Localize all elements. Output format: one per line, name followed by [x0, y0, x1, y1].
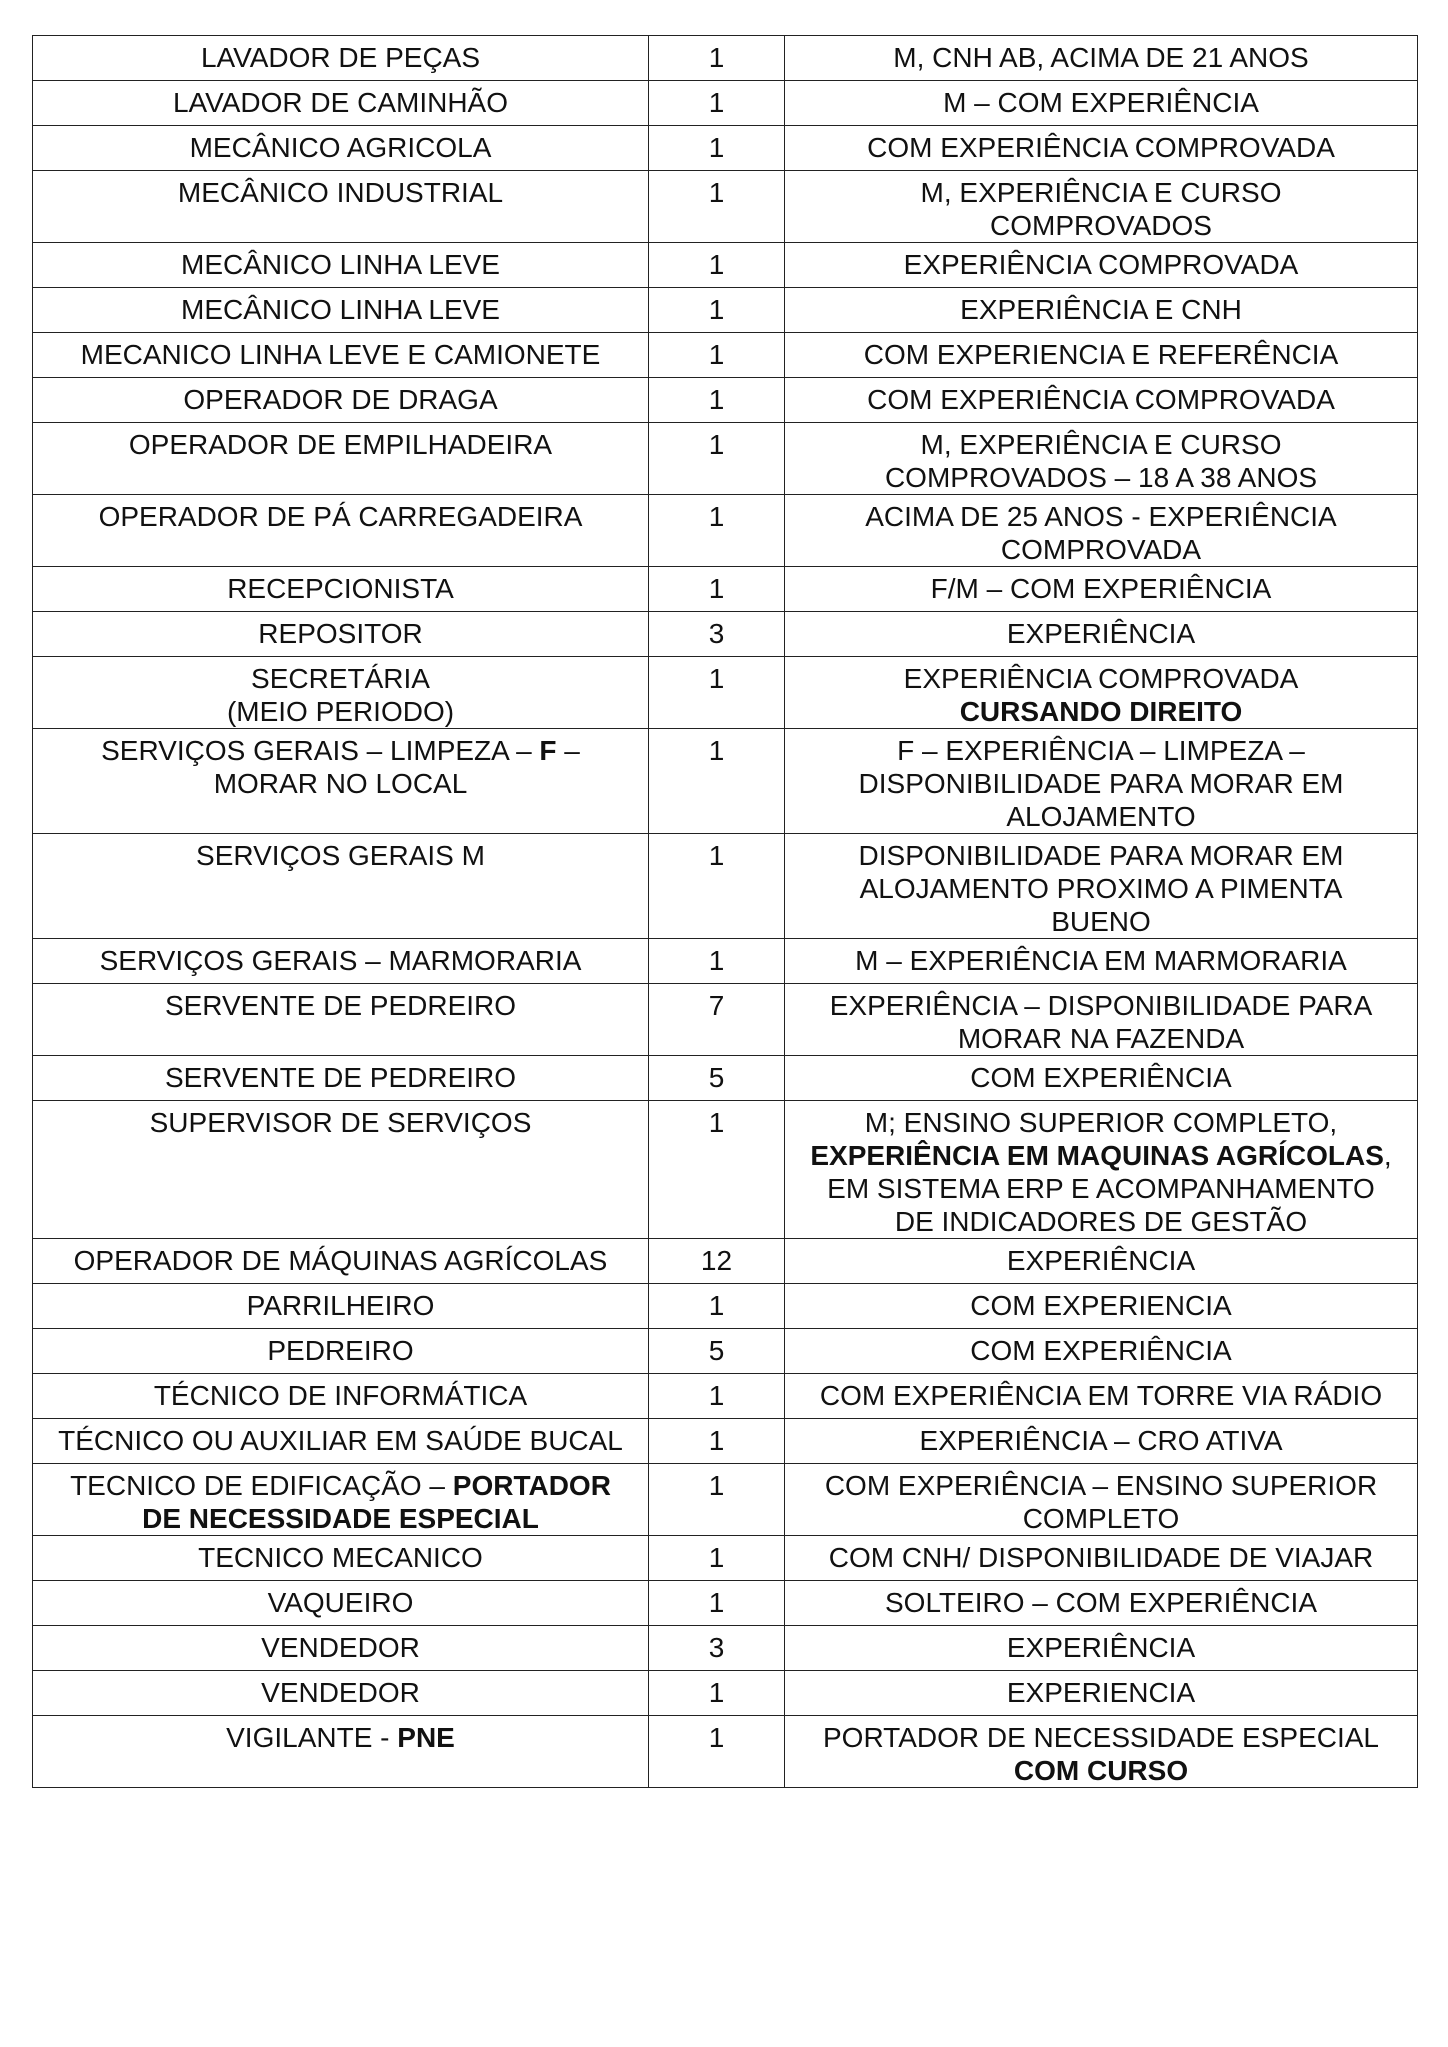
requirements-cell: PORTADOR DE NECESSIDADE ESPECIAL COM CURSO: [785, 1716, 1418, 1788]
job-title-cell: VAQUEIRO: [33, 1581, 649, 1626]
job-title-cell: MECÂNICO AGRICOLA: [33, 126, 649, 171]
table-row: [33, 36, 1418, 81]
table-row: [33, 288, 1418, 333]
table-row: [33, 1374, 1418, 1419]
table-row: [33, 729, 1418, 834]
job-title-cell: SERVIÇOS GERAIS – LIMPEZA – F – MORAR NO LOCAL: [33, 729, 649, 834]
vacancy-count-cell: 5: [649, 1329, 785, 1374]
table-row: [33, 1671, 1418, 1716]
requirements-cell: M, CNH AB, ACIMA DE 21 ANOS: [785, 36, 1418, 81]
table-row: [33, 126, 1418, 171]
job-title-cell: MECÂNICO LINHA LEVE: [33, 288, 649, 333]
job-title-cell: MECÂNICO INDUSTRIAL: [33, 171, 649, 243]
vacancy-count-cell: 3: [649, 1626, 785, 1671]
table-row: [33, 495, 1418, 567]
requirements-cell: COM EXPERIENCIA E REFERÊNCIA: [785, 333, 1418, 378]
vacancy-count-cell: 7: [649, 984, 785, 1056]
job-title-cell: SERVIÇOS GERAIS M: [33, 834, 649, 939]
vacancy-count-cell: 1: [649, 1374, 785, 1419]
table-row: [33, 1419, 1418, 1464]
table-row: [33, 423, 1418, 495]
requirements-cell: SOLTEIRO – COM EXPERIÊNCIA: [785, 1581, 1418, 1626]
table-row: [33, 1581, 1418, 1626]
table-row: [33, 1536, 1418, 1581]
table-row: [33, 1716, 1418, 1788]
job-title-cell: OPERADOR DE PÁ CARREGADEIRA: [33, 495, 649, 567]
table-row: [33, 657, 1418, 729]
requirements-cell: EXPERIENCIA: [785, 1671, 1418, 1716]
table-row: [33, 171, 1418, 243]
job-title-cell: VENDEDOR: [33, 1671, 649, 1716]
vacancy-count-cell: 1: [649, 378, 785, 423]
requirements-cell: F/M – COM EXPERIÊNCIA: [785, 567, 1418, 612]
requirements-cell: EXPERIÊNCIA – CRO ATIVA: [785, 1419, 1418, 1464]
requirements-cell: COM EXPERIÊNCIA EM TORRE VIA RÁDIO: [785, 1374, 1418, 1419]
requirements-cell: EXPERIÊNCIA E CNH: [785, 288, 1418, 333]
vacancy-count-cell: 1: [649, 1419, 785, 1464]
vacancy-count-cell: 1: [649, 288, 785, 333]
table-row: [33, 1239, 1418, 1284]
table-row: [33, 1056, 1418, 1101]
requirements-cell: EXPERIÊNCIA COMPROVADA CURSANDO DIREITO: [785, 657, 1418, 729]
table-row: [33, 1626, 1418, 1671]
table-row: [33, 1464, 1418, 1536]
job-title-cell: OPERADOR DE EMPILHADEIRA: [33, 423, 649, 495]
requirements-cell: COM EXPERIÊNCIA: [785, 1329, 1418, 1374]
job-title-cell: VENDEDOR: [33, 1626, 649, 1671]
vacancy-count-cell: 1: [649, 333, 785, 378]
job-title-cell: SERVIÇOS GERAIS – MARMORARIA: [33, 939, 649, 984]
table-row: [33, 612, 1418, 657]
job-title-cell: OPERADOR DE MÁQUINAS AGRÍCOLAS: [33, 1239, 649, 1284]
job-title-cell: PARRILHEIRO: [33, 1284, 649, 1329]
vacancy-count-cell: 1: [649, 1671, 785, 1716]
job-title-cell: TECNICO DE EDIFICAÇÃO – PORTADOR DE NECESSIDADE ESPECIAL: [33, 1464, 649, 1536]
requirements-cell: M, EXPERIÊNCIA E CURSO COMPROVADOS: [785, 171, 1418, 243]
requirements-cell: M – COM EXPERIÊNCIA: [785, 81, 1418, 126]
vacancy-count-cell: 1: [649, 495, 785, 567]
vacancy-count-cell: 1: [649, 1536, 785, 1581]
requirements-cell: F – EXPERIÊNCIA – LIMPEZA – DISPONIBILIDADE PARA MORAR EM ALOJAMENTO: [785, 729, 1418, 834]
table-row: [33, 1284, 1418, 1329]
table-row: [33, 243, 1418, 288]
vacancy-count-cell: 1: [649, 171, 785, 243]
requirements-cell: COM CNH/ DISPONIBILIDADE DE VIAJAR: [785, 1536, 1418, 1581]
requirements-cell: COM EXPERIÊNCIA – ENSINO SUPERIOR COMPLETO: [785, 1464, 1418, 1536]
job-title-cell: TECNICO MECANICO: [33, 1536, 649, 1581]
requirements-cell: EXPERIÊNCIA: [785, 1239, 1418, 1284]
vacancy-count-cell: 1: [649, 657, 785, 729]
job-title-cell: SERVENTE DE PEDREIRO: [33, 984, 649, 1056]
job-title-cell: LAVADOR DE PEÇAS: [33, 36, 649, 81]
requirements-cell: EXPERIÊNCIA: [785, 612, 1418, 657]
requirements-cell: DISPONIBILIDADE PARA MORAR EM ALOJAMENTO PROXIMO A PIMENTA BUENO: [785, 834, 1418, 939]
job-vacancies-table: [32, 35, 1418, 1788]
vacancy-count-cell: 1: [649, 243, 785, 288]
table-row: [33, 333, 1418, 378]
requirements-cell: M; ENSINO SUPERIOR COMPLETO, EXPERIÊNCIA EM MAQUINAS AGRÍCOLAS, EM SISTEMA ERP E ACOMPANHAMENTO DE INDICADORES DE GESTÃO: [785, 1101, 1418, 1239]
job-title-cell: TÉCNICO OU AUXILIAR EM SAÚDE BUCAL: [33, 1419, 649, 1464]
table-row: [33, 1329, 1418, 1374]
job-title-cell: LAVADOR DE CAMINHÃO: [33, 81, 649, 126]
requirements-cell: M – EXPERIÊNCIA EM MARMORARIA: [785, 939, 1418, 984]
table-row: [33, 984, 1418, 1056]
vacancy-count-cell: 3: [649, 612, 785, 657]
job-title-cell: MECANICO LINHA LEVE E CAMIONETE: [33, 333, 649, 378]
vacancy-count-cell: 1: [649, 1284, 785, 1329]
requirements-cell: EXPERIÊNCIA COMPROVADA: [785, 243, 1418, 288]
job-title-cell: SERVENTE DE PEDREIRO: [33, 1056, 649, 1101]
job-title-cell: SECRETÁRIA (MEIO PERIODO): [33, 657, 649, 729]
job-vacancies-body: [33, 36, 1418, 1788]
vacancy-count-cell: 1: [649, 1101, 785, 1239]
job-title-cell: MECÂNICO LINHA LEVE: [33, 243, 649, 288]
vacancy-count-cell: 1: [649, 1464, 785, 1536]
table-row: [33, 834, 1418, 939]
table-row: [33, 378, 1418, 423]
job-title-cell: VIGILANTE - PNE: [33, 1716, 649, 1788]
table-row: [33, 1101, 1418, 1239]
job-title-cell: SUPERVISOR DE SERVIÇOS: [33, 1101, 649, 1239]
job-title-cell: RECEPCIONISTA: [33, 567, 649, 612]
vacancy-count-cell: 5: [649, 1056, 785, 1101]
requirements-cell: EXPERIÊNCIA: [785, 1626, 1418, 1671]
vacancy-count-cell: 1: [649, 126, 785, 171]
vacancy-count-cell: 1: [649, 81, 785, 126]
requirements-cell: ACIMA DE 25 ANOS - EXPERIÊNCIA COMPROVADA: [785, 495, 1418, 567]
table-row: [33, 81, 1418, 126]
vacancy-count-cell: 1: [649, 729, 785, 834]
vacancy-count-cell: 1: [649, 939, 785, 984]
job-title-cell: REPOSITOR: [33, 612, 649, 657]
requirements-cell: COM EXPERIÊNCIA COMPROVADA: [785, 378, 1418, 423]
vacancy-count-cell: 1: [649, 834, 785, 939]
vacancy-count-cell: 1: [649, 1716, 785, 1788]
requirements-cell: COM EXPERIENCIA: [785, 1284, 1418, 1329]
requirements-cell: M, EXPERIÊNCIA E CURSO COMPROVADOS – 18 A 38 ANOS: [785, 423, 1418, 495]
requirements-cell: EXPERIÊNCIA – DISPONIBILIDADE PARA MORAR NA FAZENDA: [785, 984, 1418, 1056]
vacancy-count-cell: 1: [649, 1581, 785, 1626]
vacancy-count-cell: 1: [649, 36, 785, 81]
table-row: [33, 567, 1418, 612]
requirements-cell: COM EXPERIÊNCIA COMPROVADA: [785, 126, 1418, 171]
vacancy-count-cell: 12: [649, 1239, 785, 1284]
table-row: [33, 939, 1418, 984]
job-title-cell: PEDREIRO: [33, 1329, 649, 1374]
requirements-cell: COM EXPERIÊNCIA: [785, 1056, 1418, 1101]
job-title-cell: OPERADOR DE DRAGA: [33, 378, 649, 423]
vacancy-count-cell: 1: [649, 567, 785, 612]
vacancy-count-cell: 1: [649, 423, 785, 495]
job-title-cell: TÉCNICO DE INFORMÁTICA: [33, 1374, 649, 1419]
